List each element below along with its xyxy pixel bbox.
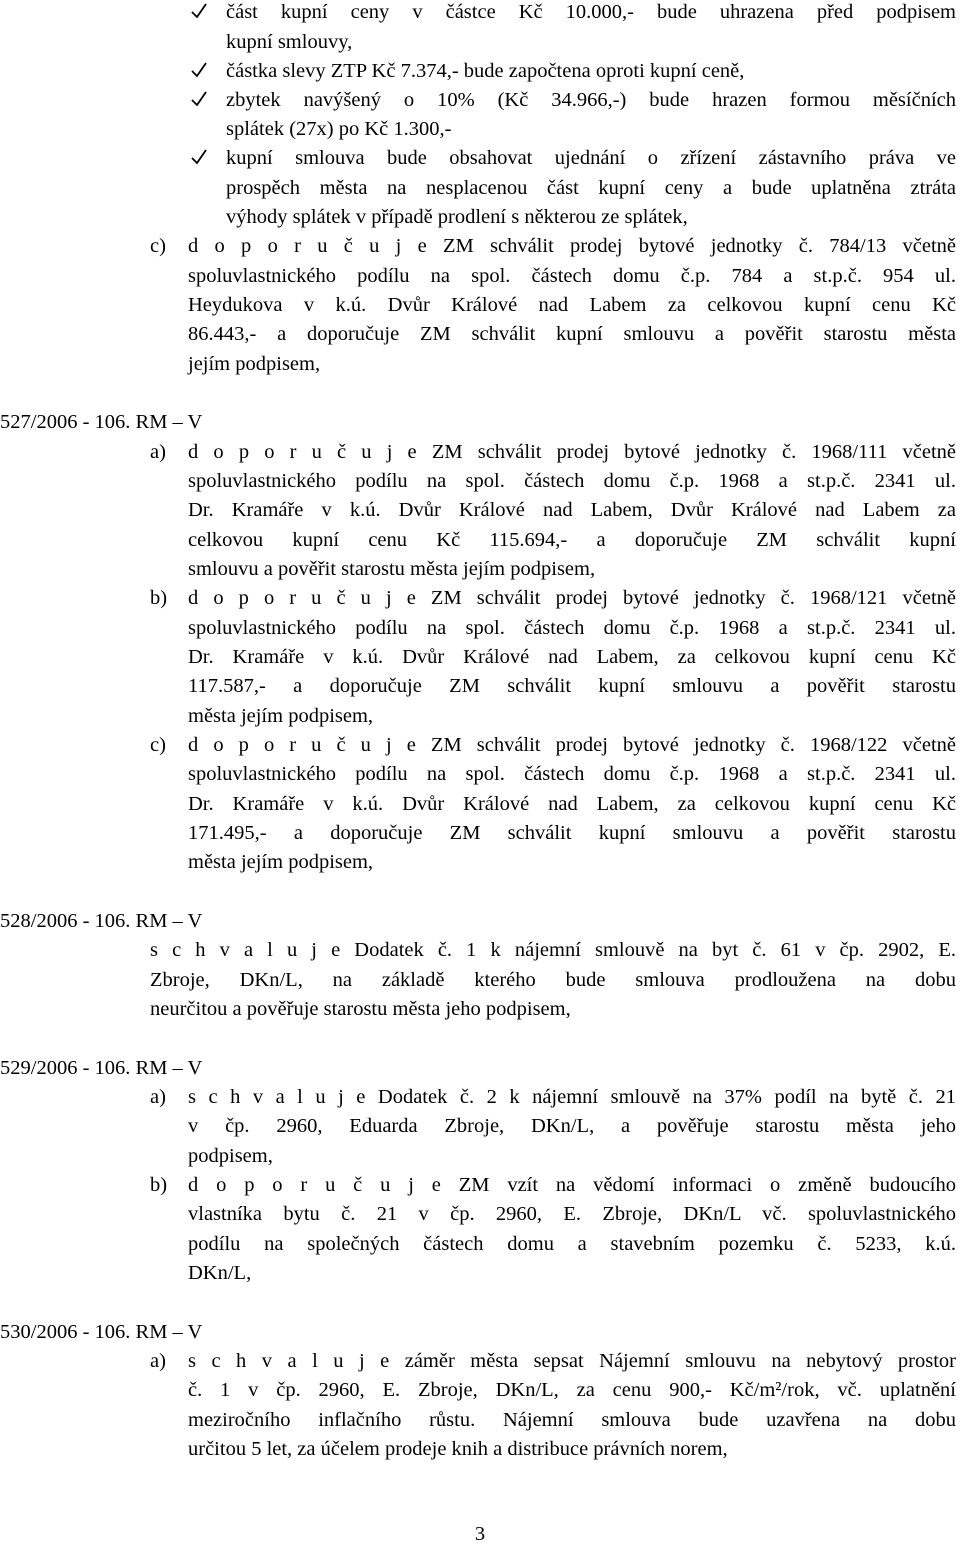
item-text: určitou 5 let, za účelem prodeje knih a distribuce právních norem, [188,1438,728,1460]
item-text: města jejím podpisem, [188,851,374,873]
item-text: s c h v a l u j e Dodatek č. 1 k nájemní smlouvě na byt č. 61 v čp. 2902, E. [150,939,956,961]
item-text: s c h v a l u j e Dodatek č. 2 k nájemní smlouvě na 37% podíl na bytě č. 21 [188,1086,956,1108]
item-label: a) [150,1086,166,1108]
item-text: Dr. Kramáře v k.ú. Dvůr Králové nad Labem, za celkovou kupní cenu Kč [188,646,956,668]
resolution-heading: 528/2006 - 106. RM – V [0,910,203,932]
checkmark-icon [190,88,212,112]
item-text: města jejím podpisem, [188,705,374,727]
resolution-heading: 530/2006 - 106. RM – V [0,1321,203,1343]
resolution-heading: 529/2006 - 106. RM – V [0,1057,203,1079]
item-label: c) [150,235,166,257]
item-text: Dr. Kramáře v k.ú. Dvůr Králové nad Labem, za celkovou kupní cenu Kč [188,793,956,815]
list-text: kupní smlouva bude obsahovat ujednání o zřízení zástavního práva ve [226,147,956,169]
list-text: výhody splátek v případě prodlení s některou ze splátek, [226,206,688,228]
item-text: Zbroje, DKn/L, na základě kterého bude smlouva prodloužena na dobu [150,969,956,991]
item-text: d o p o r u č u j e ZM schválit prodej bytové jednotky č. 1968/121 včetně [188,587,956,609]
item-text: d o p o r u č u j e ZM schválit prodej bytové jednotky č. 784/13 včetně [188,235,956,257]
list-text: prospěch města na nesplacenou část kupní ceny a bude uplatněna ztráta [226,177,956,199]
item-text: d o p o r u č u j e ZM vzít na vědomí informaci o změně budoucího [188,1174,956,1196]
page-number: 3 [474,1523,486,1545]
checkmark-icon [190,59,212,83]
item-text: celkovou kupní cenu Kč 115.694,- a doporučuje ZM schválit kupní [188,529,956,551]
item-text: smlouvu a pověřit starostu města jejím podpisem, [188,558,596,580]
item-label: a) [150,441,166,463]
item-label: b) [150,587,168,609]
item-text: meziročního inflačního růstu. Nájemní smlouva bude uzavřena na dobu [188,1409,956,1431]
resolution-heading: 527/2006 - 106. RM – V [0,411,203,433]
item-text: Dr. Kramáře v k.ú. Dvůr Králové nad Labem, Dvůr Králové nad Labem za [188,499,956,521]
item-text: spoluvlastnického podílu na spol. částech domu č.p. 1968 a st.p.č. 2341 ul. [188,763,956,785]
list-text: splátek (27x) po Kč 1.300,- [226,118,452,140]
checkmark-icon [190,146,212,170]
item-text: v čp. 2960, Eduarda Zbroje, DKn/L, a pověřuje starostu města jeho [188,1115,956,1137]
item-label: a) [150,1350,166,1372]
item-text: d o p o r u č u j e ZM schválit prodej bytové jednotky č. 1968/122 včetně [188,734,956,756]
item-text: neurčitou a pověřuje starostu města jeho podpisem, [150,998,571,1020]
item-text: DKn/L, [188,1262,252,1284]
list-text: zbytek navýšený o 10% (Kč 34.966,-) bude hrazen formou měsíčních [226,89,956,111]
item-text: 171.495,- a doporučuje ZM schválit kupní smlouvu a pověřit starostu [188,822,956,844]
item-text: spoluvlastnického podílu na spol. částech domu č.p. 1968 a st.p.č. 2341 ul. [188,617,956,639]
item-text: 86.443,- a doporučuje ZM schválit kupní smlouvu a pověřit starostu města [188,323,956,345]
item-text: 117.587,- a doporučuje ZM schválit kupní smlouvu a pověřit starostu [188,675,956,697]
item-text: podílu na společných částech domu a stavebním pozemku č. 5233, k.ú. [188,1233,956,1255]
item-text: podpisem, [188,1145,273,1167]
item-text: spoluvlastnického podílu na spol. částech domu č.p. 784 a st.p.č. 954 ul. [188,265,956,287]
item-label: b) [150,1174,168,1196]
item-text: Heydukova v k.ú. Dvůr Králové nad Labem za celkovou kupní cenu Kč [188,294,956,316]
checkmark-icon [190,0,212,24]
item-text: d o p o r u č u j e ZM schválit prodej bytové jednotky č. 1968/111 včetně [188,441,956,463]
item-text: s c h v a l u j e záměr města sepsat Nájemní smlouvu na nebytový prostor [188,1350,956,1372]
item-text: spoluvlastnického podílu na spol. částech domu č.p. 1968 a st.p.č. 2341 ul. [188,470,956,492]
item-text: vlastníka bytu č. 21 v čp. 2960, E. Zbroje, DKn/L vč. spoluvlastnického [188,1203,956,1225]
item-text: č. 1 v čp. 2960, E. Zbroje, DKn/L, za cenu 900,- Kč/m²/rok, vč. uplatnění [188,1379,956,1401]
list-text: částka slevy ZTP Kč 7.374,- bude započtena oproti kupní ceně, [226,60,745,82]
list-text: kupní smlouvy, [226,31,353,53]
list-text: část kupní ceny v částce Kč 10.000,- bude uhrazena před podpisem [226,1,956,23]
item-text: jejím podpisem, [188,353,321,375]
item-label: c) [150,734,166,756]
